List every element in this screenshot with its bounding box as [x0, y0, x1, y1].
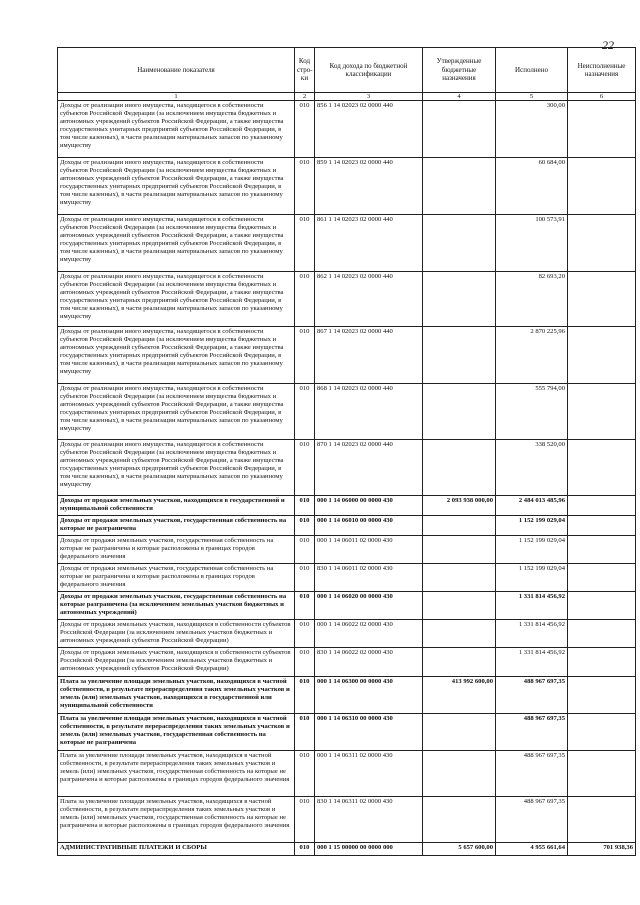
row-name: АДМИНИСТРАТИВНЫЕ ПЛАТЕЖИ И СБОРЫ [58, 843, 295, 856]
row-line-code: 010 [295, 215, 315, 272]
row-approved [423, 158, 496, 215]
row-income-code: 000 1 14 06020 00 0000 430 [315, 592, 423, 620]
row-line-code: 010 [295, 797, 315, 843]
row-executed: 1 331 814 456,92 [496, 620, 568, 648]
row-line-code: 010 [295, 620, 315, 648]
table-body [58, 101, 636, 856]
row-name: Доходы от продажи земельных участков, государственная собственность на которые не разграничена и которые расположены в границах городов федерального значения [58, 564, 295, 592]
row-unexecuted: 701 938,36 [568, 843, 636, 856]
row-income-code: 862 1 14 02023 02 0000 440 [315, 272, 423, 327]
col-header-income-code: Код дохода по бюджетной классификации [315, 48, 423, 93]
row-income-code: 000 1 15 00000 00 0000 000 [315, 843, 423, 856]
col-header-unexecuted: Неисполненные назначения [568, 48, 636, 93]
row-unexecuted [568, 327, 636, 384]
row-approved [423, 536, 496, 564]
row-approved: 413 992 600,00 [423, 677, 496, 714]
row-name: Доходы от продажи земельных участков, государственная собственность на которые не разграничена и которые расположены в границах городов федерального значения [58, 536, 295, 564]
row-executed: 100 573,91 [496, 215, 568, 272]
table-row [58, 714, 636, 751]
row-approved [423, 440, 496, 496]
row-name: Доходы от продажи земельных участков, государственная собственность на которые не разграничена [58, 516, 295, 536]
row-executed: 1 331 814 456,92 [496, 592, 568, 620]
row-name: Доходы от продажи земельных участков, находящихся в государственной и муниципальной собственности [58, 496, 295, 516]
row-income-code: 000 1 14 06010 00 0000 430 [315, 516, 423, 536]
page-number: 22 [602, 38, 614, 52]
row-unexecuted [568, 714, 636, 751]
row-name: Доходы от реализации иного имущества, находящегося в собственности субъектов Российской Федерации (за исключением имущества бюджетных и автономных учреждений субъектов Российской Федерации, а также имущества государственных унитарных предприятий субъектов Российской Федерации, в том числе казенных), в части реализации материальных запасов по указанному имуществу [58, 272, 295, 327]
row-income-code: 000 1 14 06022 02 0000 430 [315, 620, 423, 648]
col-header-name: Наименование показателя [58, 48, 295, 93]
row-approved [423, 101, 496, 158]
row-name: Плата за увеличение площади земельных участков, находящихся в частной собственности, в результате перераспределения таких земельных участков и земель (или) земельных участков, государственная собственность на которые не разграничена [58, 714, 295, 751]
row-name: Доходы от реализации иного имущества, находящегося в собственности субъектов Российской Федерации (за исключением имущества бюджетных и автономных учреждений субъектов Российской Федерации, а также имущества государственных унитарных предприятий субъектов Российской Федерации, в том числе казенных), в части реализации материальных запасов по указанному имуществу [58, 384, 295, 440]
row-line-code: 010 [295, 440, 315, 496]
row-approved [423, 564, 496, 592]
row-approved: 5 657 600,00 [423, 843, 496, 856]
row-name: Доходы от реализации иного имущества, находящегося в собственности субъектов Российской Федерации (за исключением имущества бюджетных и автономных учреждений субъектов Российской Федерации, а также имущества государственных унитарных предприятий субъектов Российской Федерации, в том числе казенных), в части реализации материальных запасов по указанному имуществу [58, 158, 295, 215]
table-row [58, 384, 636, 440]
table-row [58, 751, 636, 797]
table-row [58, 516, 636, 536]
row-executed: 488 967 697,35 [496, 714, 568, 751]
table-row [58, 564, 636, 592]
row-executed: 1 152 199 029,04 [496, 536, 568, 564]
table-row [58, 592, 636, 620]
row-executed: 60 684,00 [496, 158, 568, 215]
row-approved [423, 516, 496, 536]
row-executed: 488 967 697,35 [496, 797, 568, 843]
column-numbers-row [58, 93, 636, 101]
row-income-code: 000 1 14 06011 02 0000 430 [315, 536, 423, 564]
row-line-code: 010 [295, 272, 315, 327]
row-executed: 1 152 199 029,04 [496, 516, 568, 536]
table-row [58, 215, 636, 272]
row-unexecuted [568, 620, 636, 648]
row-unexecuted [568, 272, 636, 327]
col-header-line-code: Код стро-ки [295, 48, 315, 93]
row-approved [423, 648, 496, 677]
row-executed: 488 967 697,35 [496, 677, 568, 714]
row-approved [423, 751, 496, 797]
table-row [58, 496, 636, 516]
table-row [58, 648, 636, 677]
row-income-code: 000 1 14 06311 02 0000 430 [315, 751, 423, 797]
row-approved [423, 714, 496, 751]
row-unexecuted [568, 384, 636, 440]
table-row [58, 101, 636, 158]
row-income-code: 868 1 14 02023 02 0000 440 [315, 384, 423, 440]
column-number: 6 [568, 93, 636, 101]
row-income-code: 870 1 14 02023 02 0000 440 [315, 440, 423, 496]
table-row [58, 677, 636, 714]
row-line-code: 010 [295, 158, 315, 215]
row-line-code: 010 [295, 101, 315, 158]
row-income-code: 830 1 14 06311 02 0000 430 [315, 797, 423, 843]
row-line-code: 010 [295, 714, 315, 751]
column-number: 3 [315, 93, 423, 101]
row-line-code: 010 [295, 751, 315, 797]
row-approved [423, 797, 496, 843]
row-executed: 2 484 013 485,96 [496, 496, 568, 516]
row-executed: 338 520,00 [496, 440, 568, 496]
row-unexecuted [568, 592, 636, 620]
row-income-code: 000 1 14 06000 00 0000 430 [315, 496, 423, 516]
col-header-executed: Исполнено [496, 48, 568, 93]
row-line-code: 010 [295, 496, 315, 516]
row-executed: 1 331 814 456,92 [496, 648, 568, 677]
row-approved: 2 093 938 000,00 [423, 496, 496, 516]
table-row [58, 620, 636, 648]
row-executed: 4 955 661,64 [496, 843, 568, 856]
row-name: Доходы от реализации иного имущества, находящегося в собственности субъектов Российской Федерации (за исключением имущества бюджетных и автономных учреждений субъектов Российской Федерации, а также имущества государственных унитарных предприятий субъектов Российской Федерации, в том числе казенных), в части реализации материальных запасов по указанному имуществу [58, 440, 295, 496]
row-line-code: 010 [295, 592, 315, 620]
row-executed: 300,00 [496, 101, 568, 158]
row-approved [423, 592, 496, 620]
row-name: Доходы от реализации иного имущества, находящегося в собственности субъектов Российской Федерации (за исключением имущества бюджетных и автономных учреждений субъектов Российской Федерации, а также имущества государственных унитарных предприятий субъектов Российской Федерации, в том числе казенных), в части реализации материальных запасов по указанному имуществу [58, 101, 295, 158]
column-number: 4 [423, 93, 496, 101]
row-line-code: 010 [295, 327, 315, 384]
row-unexecuted [568, 440, 636, 496]
row-approved [423, 327, 496, 384]
row-unexecuted [568, 215, 636, 272]
table-row [58, 843, 636, 856]
row-unexecuted [568, 797, 636, 843]
row-line-code: 010 [295, 648, 315, 677]
row-name: Плата за увеличение площади земельных участков, находящихся в частной собственности, в результате перераспределения таких земельных участков и земель (или) земельных участков, государственная собственность на которые не разграничена и которые расположены в границах городов федерального значения [58, 751, 295, 797]
table-row [58, 536, 636, 564]
row-name: Плата за увеличение площади земельных участков, находящихся в частной собственности, в результате перераспределения таких земельных участков и земель (или) земельных участков, находящихся в государственной или муниципальной собственности [58, 677, 295, 714]
table-row [58, 327, 636, 384]
table-row [58, 440, 636, 496]
row-unexecuted [568, 677, 636, 714]
col-header-approved: Утвержденные бюджетные назначения [423, 48, 496, 93]
row-unexecuted [568, 751, 636, 797]
row-income-code: 856 1 14 02023 02 0000 440 [315, 101, 423, 158]
row-line-code: 010 [295, 536, 315, 564]
row-line-code: 010 [295, 384, 315, 440]
income-report-table [57, 47, 636, 856]
row-approved [423, 384, 496, 440]
row-approved [423, 215, 496, 272]
row-approved [423, 272, 496, 327]
row-income-code: 859 1 14 02023 02 0000 440 [315, 158, 423, 215]
row-unexecuted [568, 101, 636, 158]
row-income-code: 867 1 14 02023 02 0000 440 [315, 327, 423, 384]
row-unexecuted [568, 564, 636, 592]
row-line-code: 010 [295, 843, 315, 856]
row-executed: 488 967 697,35 [496, 751, 568, 797]
row-name: Доходы от продажи земельных участков, находящихся в собственности субъектов Российской Федерации (за исключением земельных участков бюджетных и автономных учреждений субъектов Российской Федерации) [58, 648, 295, 677]
row-income-code: 000 1 14 06310 00 0000 430 [315, 714, 423, 751]
row-income-code: 861 1 14 02023 02 0000 440 [315, 215, 423, 272]
row-unexecuted [568, 648, 636, 677]
row-line-code: 010 [295, 564, 315, 592]
row-unexecuted [568, 158, 636, 215]
row-line-code: 010 [295, 516, 315, 536]
row-executed: 2 870 225,96 [496, 327, 568, 384]
row-name: Плата за увеличение площади земельных участков, находящихся в частной собственности, в результате перераспределения таких земельных участков и земель (или) земельных участков, государственная собственность на которые не разграничена и которые расположены в границах городов федерального значения [58, 797, 295, 843]
row-unexecuted [568, 536, 636, 564]
row-unexecuted [568, 496, 636, 516]
table-row [58, 797, 636, 843]
row-income-code: 830 1 14 06011 02 0000 430 [315, 564, 423, 592]
column-number: 1 [58, 93, 295, 101]
table-row [58, 272, 636, 327]
row-executed: 555 794,00 [496, 384, 568, 440]
row-name: Доходы от реализации иного имущества, находящегося в собственности субъектов Российской Федерации (за исключением имущества бюджетных и автономных учреждений субъектов Российской Федерации, а также имущества государственных унитарных предприятий субъектов Российской Федерации, в том числе казенных), в части реализации материальных запасов по указанному имуществу [58, 327, 295, 384]
row-name: Доходы от продажи земельных участков, государственная собственность на которые разграничена (за исключением земельных участков бюджетных и автономных учреждений) [58, 592, 295, 620]
column-number: 5 [496, 93, 568, 101]
row-name: Доходы от реализации иного имущества, находящегося в собственности субъектов Российской Федерации (за исключением имущества бюджетных и автономных учреждений субъектов Российской Федерации, а также имущества государственных унитарных предприятий субъектов Российской Федерации, в том числе казенных), в части реализации материальных запасов по указанному имуществу [58, 215, 295, 272]
row-unexecuted [568, 516, 636, 536]
row-executed: 1 152 199 029,04 [496, 564, 568, 592]
row-name: Доходы от продажи земельных участков, находящихся в собственности субъектов Российской Федерации (за исключением земельных участков бюджетных и автономных учреждений субъектов Российской Федерации) [58, 620, 295, 648]
row-income-code: 830 1 14 06022 02 0000 430 [315, 648, 423, 677]
table-header-row [58, 48, 636, 93]
row-approved [423, 620, 496, 648]
table-row [58, 158, 636, 215]
row-line-code: 010 [295, 677, 315, 714]
row-executed: 82 693,20 [496, 272, 568, 327]
row-income-code: 000 1 14 06300 00 0000 430 [315, 677, 423, 714]
column-number: 2 [295, 93, 315, 101]
